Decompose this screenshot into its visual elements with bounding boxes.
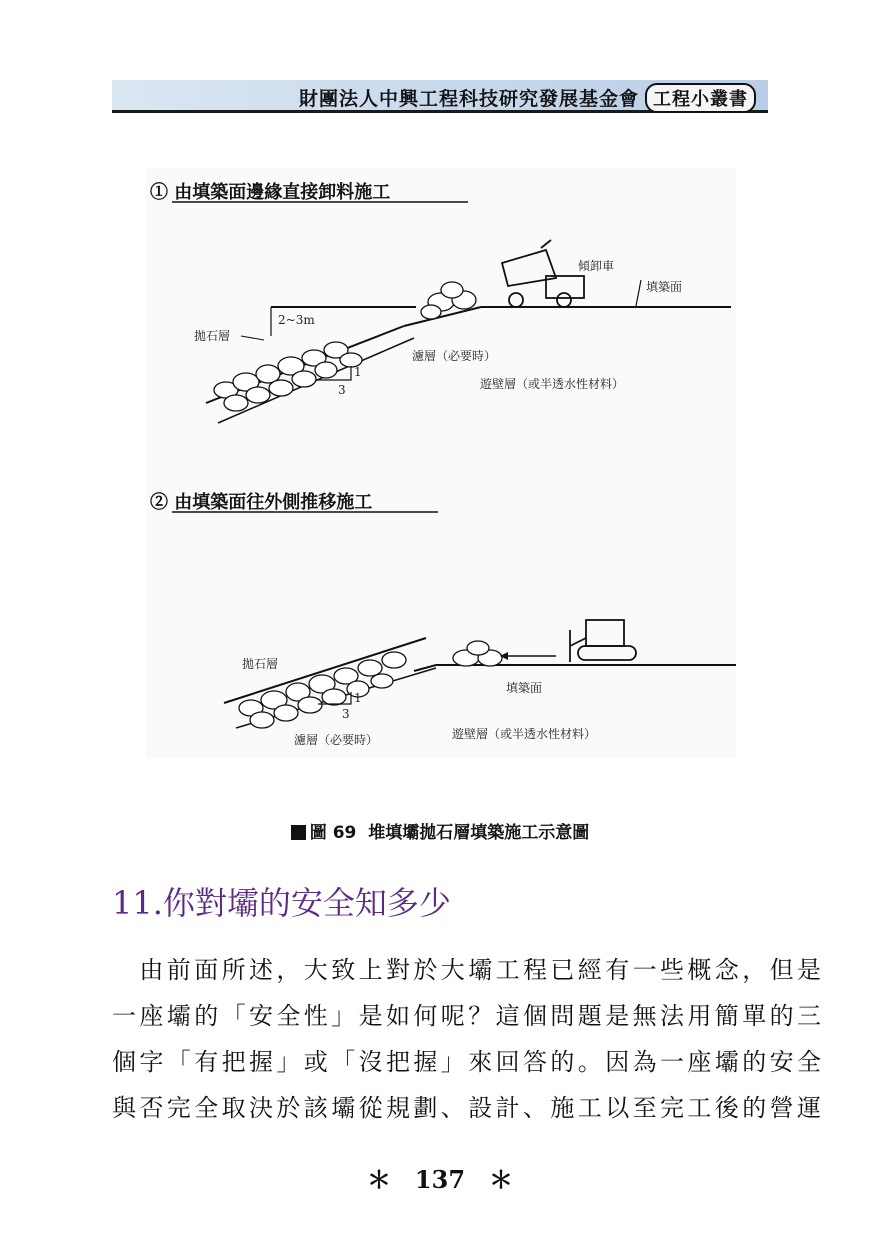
panel2-title: ② 由填築面往外側推移施工 <box>150 492 373 513</box>
panel2-stockpile <box>453 641 502 666</box>
fill-surface-pointer <box>636 280 641 306</box>
panel1-riprap-rocks <box>214 342 362 411</box>
panel2-riprap-label: 拋石層 <box>242 657 279 671</box>
body-line: 由前面所述，大致上對於大壩工程已經有一些概念，但是 <box>112 956 825 984</box>
panel2-transition-label: 遊壁層（或半透水性材料） <box>452 727 597 741</box>
panel1-fill-surface <box>404 307 731 326</box>
bulldozer-icon <box>570 620 636 662</box>
page-number: ＊ 137 ＊ <box>366 1165 514 1194</box>
caption-text: 堆填壩拋石層填築施工示意圖 <box>368 823 590 843</box>
panel1-riprap-label: 拋石層 <box>194 329 231 343</box>
figure-caption <box>0 818 880 843</box>
body-line: 與否完全取決於該壩從規劃、設計、施工以至完工後的營運 <box>112 1094 825 1122</box>
body-line: 個字「有把握」或「沒把握」來回答的。因為一座壩的安全 <box>112 1048 825 1076</box>
riprap-pointer <box>241 336 264 340</box>
panel1-slope-v: 1 <box>354 365 362 379</box>
panel1-stockpile <box>421 282 476 319</box>
panel1-filter-label: 濾層（必要時） <box>412 349 497 363</box>
panel1-slope-h: 3 <box>338 383 346 397</box>
section-heading: 11.你對壩的安全知多少 <box>112 884 451 922</box>
construction-diagram <box>146 168 736 758</box>
header-org: 財團法人中興工程科技研究發展基金會 <box>298 88 639 110</box>
panel2-fill-surface-label: 填築面 <box>506 681 543 695</box>
panel1-fill-surface-label: 填築面 <box>646 280 683 294</box>
panel1-transition-label: 遊壁層（或半透水性材料） <box>480 377 625 391</box>
height-label: 2~3m <box>278 313 315 327</box>
panel2-filter-label: 濾層（必要時） <box>294 733 379 747</box>
panel2-slope-h: 3 <box>342 707 350 721</box>
dump-truck-icon <box>502 240 584 307</box>
panel2-slope-v: 1 <box>354 691 362 705</box>
body-line: 一座壩的「安全性」是如何呢？這個問題是無法用簡單的三 <box>112 1002 825 1030</box>
series-badge: 工程小叢書 <box>645 83 756 113</box>
dump-truck-label: 傾卸車 <box>578 259 615 273</box>
caption-label: 圖 69 <box>309 823 357 843</box>
panel1-title: ① 由填築面邊緣直接卸料施工 <box>150 182 391 203</box>
figure-69 <box>146 168 736 758</box>
caption-square-icon <box>291 825 306 840</box>
running-header <box>299 83 756 113</box>
